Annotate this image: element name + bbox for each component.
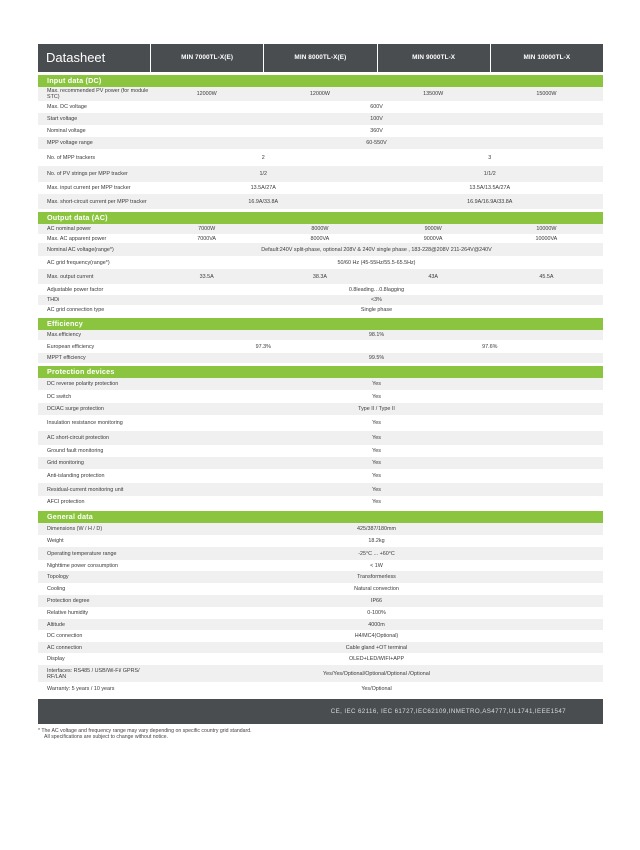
spec-row [38,607,603,619]
spec-label: AFCI protection [47,499,85,505]
spec-row [38,445,603,457]
spec-row [38,523,603,535]
section-title: Efficiency [38,318,603,330]
spec-value: 50/60 Hz (45-55Hz/55.5-65.5Hz) [337,259,416,266]
spec-value: Yes [372,460,381,466]
spec-row [38,234,603,243]
spec-label: No. of MPP trackers [47,154,96,161]
spec-label: Topology [47,574,69,580]
spec-label: Protection degree [47,598,90,604]
spec-label: Grid monitoring [47,460,84,466]
spec-label: Nominal AC voltage(range*) [47,246,114,253]
spec-label: Max. input current per MPP tracker [47,185,131,191]
spec-value: 10000W [536,226,557,232]
spec-label: DC switch [47,393,72,400]
section-rows [38,378,603,508]
spec-label: Display [47,656,65,662]
spec-label: MPP voltage range [47,140,93,146]
certifications-bar: CE, IEC 62116, IEC 61727,IEC62109,INMETRO,AS4777,UL1741,IEEE1547 [38,699,603,724]
section-title: Input data (DC) [38,75,603,87]
spec-label: DC connection [47,633,83,639]
spec-value: 98.1% [368,332,385,338]
spec-row [38,149,603,166]
spec-value: 43A [428,273,438,280]
spec-row [38,340,603,353]
spec-label: AC nominal power [47,226,92,232]
spec-value: 33.5A [199,273,214,280]
spec-row [38,547,603,560]
spec-value: Yes/Optional [361,686,392,692]
spec-value: Yes [372,499,381,505]
spec-label: Start voltage [47,116,78,122]
datasheet-header [38,44,603,72]
spec-row [38,496,603,508]
spec-value: 97.3% [255,343,271,350]
spec-row [38,642,603,653]
spec-row [38,137,603,149]
spec-row [38,595,603,607]
spec-row [38,101,603,113]
spec-row [38,390,603,403]
spec-row [38,630,603,642]
spec-label: Warranty: 5 years / 10 years [47,686,115,692]
spec-label: Cooling [47,586,66,592]
spec-label: Dimensions (W / H / D) [47,526,103,532]
model-header: MIN 10000TL-X [490,44,603,72]
spec-row [38,166,603,182]
spec-label: Max. short-circuit current per MPP tracker [47,198,147,205]
spec-value: Yes [372,393,381,400]
spec-row [38,665,603,682]
spec-row [38,182,603,194]
spec-value: 1/2 [259,171,267,177]
spec-row [38,583,603,595]
spec-value: 60-550V [366,140,387,146]
spec-value: 13.5A/13.5A/27A [469,185,511,191]
spec-value: Yes [372,448,381,454]
spec-label: DC/AC surge protection [47,406,104,412]
spec-value: 600V [370,104,383,110]
spec-value: 13.5A/27A [250,185,276,191]
spec-row [38,295,603,305]
spec-value: Yes [372,381,381,387]
spec-label: Max. AC apparent power [47,235,107,242]
spec-row [38,87,603,101]
spec-label: MPPT efficiency [47,355,86,361]
spec-row [38,224,603,234]
section-rows [38,330,603,363]
spec-row [38,457,603,469]
spec-value: 360V [370,128,383,134]
spec-value: 8000W [311,226,329,232]
spec-label: Relative humidity [47,610,89,616]
spec-value: 7000VA [197,235,217,242]
spec-value: 16.9A/33.8A [248,198,279,205]
spec-value: Yes/Yes/Optional/Optional/Optional /Optional [323,670,430,677]
spec-value: < 1W [370,562,383,569]
spec-sections [38,75,603,696]
spec-value: 4000m [368,621,385,628]
spec-value: 2 [261,154,265,161]
spec-label: European efficiency [47,343,95,350]
spec-label: Max. DC voltage [47,104,87,110]
section-title: Protection devices [38,366,603,378]
spec-value: 13500W [423,91,444,97]
spec-value: 9000VA [423,235,443,242]
spec-row [38,415,603,431]
spec-value: 3 [488,154,492,161]
spec-row [38,431,603,445]
spec-label: Residual-current monitoring unit [47,486,124,493]
section-rows [38,87,603,209]
spec-row [38,353,603,363]
spec-label: THDi [47,297,60,303]
spec-row [38,284,603,295]
spec-label: Insulation resistance monitoring [47,420,123,426]
spec-row [38,535,603,547]
spec-label: Max.efficiency [47,332,82,338]
datasheet-title: Datasheet [46,50,106,65]
model-header: MIN 7000TL-X(E) [150,44,263,72]
spec-row [38,330,603,340]
spec-row [38,403,603,415]
spec-label: Max. output current [47,273,94,280]
spec-row [38,469,603,483]
spec-row [38,113,603,125]
spec-row [38,305,603,315]
spec-value: 45.5A [539,273,554,280]
spec-value: -25°C ... +60°C [358,550,395,557]
spec-value: 9000W [424,226,442,232]
spec-value: 97.6% [482,343,498,350]
spec-row [38,571,603,583]
spec-row [38,194,603,209]
spec-value: 8000VA [310,235,330,242]
spec-label: No. of PV strings per MPP tracker [47,171,128,177]
spec-value: <3% [371,297,382,303]
footnote: All specifications are subject to change without notice. [44,734,168,740]
spec-label: Max. recommended PV power (for module STC) [47,88,149,100]
spec-row [38,269,603,284]
spec-label: Nighttime power consumption [47,562,119,569]
spec-value: Transformerless [357,574,396,580]
spec-value: 1/1/2 [483,171,496,177]
spec-value: Default:240V split-phase, optional 208V & 240V single phase , 183-228@208V 211-264V@240V [261,246,492,253]
spec-value: 99.5% [368,355,385,361]
spec-label: Anti-islanding protection [47,473,105,479]
spec-row [38,560,603,571]
spec-value: Cable gland +OT terminal [345,644,408,651]
spec-row [38,125,603,137]
spec-value: 18.2kg [368,538,385,544]
spec-value: 38.3A [312,273,327,280]
spec-value: 12000W [309,91,330,97]
section-title: Output data (AC) [38,212,603,224]
model-header: MIN 9000TL-X [377,44,490,72]
spec-value: IP66 [370,598,383,604]
spec-value: 12000W [196,91,217,97]
spec-row [38,483,603,496]
spec-value: Natural convection [354,586,399,592]
spec-label: Adjustable power factor [47,286,104,293]
spec-label: AC connection [47,644,83,651]
model-header: MIN 8000TL-X(E) [263,44,376,72]
spec-value: 0-100% [367,610,386,616]
spec-value: 16.9A/16.9A/33.8A [467,198,513,205]
spec-value: Yes [372,435,381,441]
spec-value: 0.8leading…0.8lagging [348,286,405,293]
spec-label: Nominal voltage [47,128,86,134]
spec-row [38,653,603,665]
footnote: * The AC voltage and frequency range may vary depending on specific country grid standard. [38,728,252,734]
spec-value: 7000W [198,226,216,232]
spec-label: Altitude [47,621,65,628]
spec-value: 425/387/180mm [357,526,396,532]
spec-value: 100V [370,116,383,122]
spec-value: 15000W [536,91,557,97]
spec-label: DC reverse polarity protection [47,381,119,387]
section-title: General data [38,511,603,523]
spec-label: AC grid frequency(range*) [47,259,110,266]
spec-row [38,682,603,696]
spec-label: Operating temperature range [47,550,117,557]
spec-row [38,378,603,390]
spec-value: OLED+LED/WIFI+APP [348,656,405,662]
spec-label: AC grid connection type [47,307,105,313]
spec-value: Single phase [360,307,393,313]
spec-row [38,619,603,630]
spec-value: Type II / Type II [358,406,395,412]
section-rows [38,224,603,315]
spec-label: Interfaces: RS485 / USB/Wi-Fi/ GPRS/ RF/LAN [47,667,140,680]
datasheet [38,44,603,740]
spec-value: Yes [372,420,381,426]
spec-label: AC short-circuit protection [47,435,110,441]
spec-row [38,243,603,256]
spec-row [38,256,603,269]
section-rows [38,523,603,696]
spec-value: Yes [372,473,381,479]
spec-value: H4/MC4(Optional) [354,633,399,639]
spec-label: Ground fault monitoring [47,448,104,454]
spec-value: Yes [372,486,381,493]
spec-value: 10000VA [535,235,558,242]
spec-label: Weight [47,538,64,544]
